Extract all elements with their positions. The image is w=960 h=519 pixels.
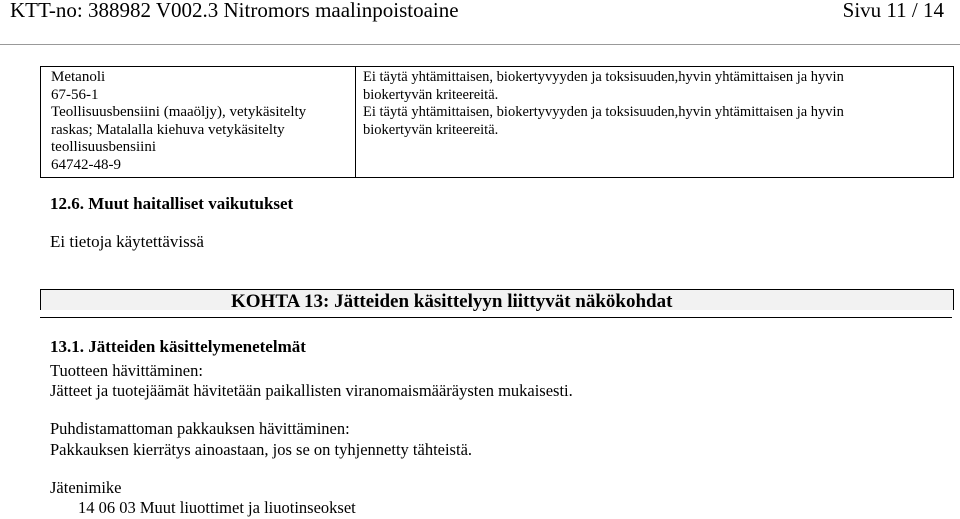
section-13-1-heading: 13.1. Jätteiden käsittelymenetelmät — [50, 337, 306, 356]
substance-line: 64742-48-9 — [51, 156, 121, 173]
packaging-disposal-label: Puhdistamattoman pakkauksen hävittäminen: — [50, 419, 350, 438]
assessment-line: Ei täytä yhtämittaisen, biokertyvyyden ja toksisuuden,hyvin yhtämittaisen ja hyvin — [363, 69, 844, 85]
assessment-line: biokertyvän kriteereitä. — [363, 121, 499, 138]
section-13-heading: KOHTA 13: Jätteiden käsittelyyn liittyvät näkökohdat — [231, 291, 673, 312]
header-divider — [0, 44, 960, 45]
document-id-and-product: KTT-no: 388982 V002.3 Nitromors maalinpoistoaine — [10, 0, 459, 22]
table-column-divider — [355, 67, 356, 177]
page-header — [0, 0, 960, 24]
waste-code-label: Jätenimike — [50, 478, 122, 497]
section-12-6-text: Ei tietoja käytettävissä — [50, 232, 204, 251]
substance-assessment-table — [40, 66, 954, 178]
assessment-line: biokertyvän kriteereitä. — [363, 86, 499, 103]
section-12-6-heading: 12.6. Muut haitalliset vaikutukset — [50, 194, 294, 213]
packaging-disposal-text: Pakkauksen kierrätys ainoastaan, jos se on tyhjennetty tähteistä. — [50, 440, 473, 459]
substance-line: 67-56-1 — [51, 86, 99, 103]
substance-cell — [51, 69, 306, 174]
substance-line: Metanoli — [51, 69, 106, 85]
page-number: Sivu 11 / 14 — [842, 0, 944, 22]
product-disposal-label: Tuotteen hävittäminen: — [50, 361, 203, 380]
substance-line: teollisuusbensiini — [51, 139, 156, 155]
section-13-heading-rule — [40, 317, 952, 318]
product-disposal-text: Jätteet ja tuotejäämät hävitetään paikallisten viranomaismääräysten mukaisesti. — [50, 381, 573, 400]
assessment-cell — [363, 69, 844, 139]
assessment-line: Ei täytä yhtämittaisen, biokertyvyyden ja toksisuuden,hyvin yhtämittaisen ja hyvin — [363, 104, 844, 120]
substance-line: Teollisuusbensiini (maaöljy), vetykäsitelty — [51, 104, 307, 120]
substance-line: raskas; Matalalla kiehuva vetykäsitelty — [51, 121, 285, 138]
waste-code-value: 14 06 03 Muut liuottimet ja liuotinseokset — [78, 498, 356, 517]
